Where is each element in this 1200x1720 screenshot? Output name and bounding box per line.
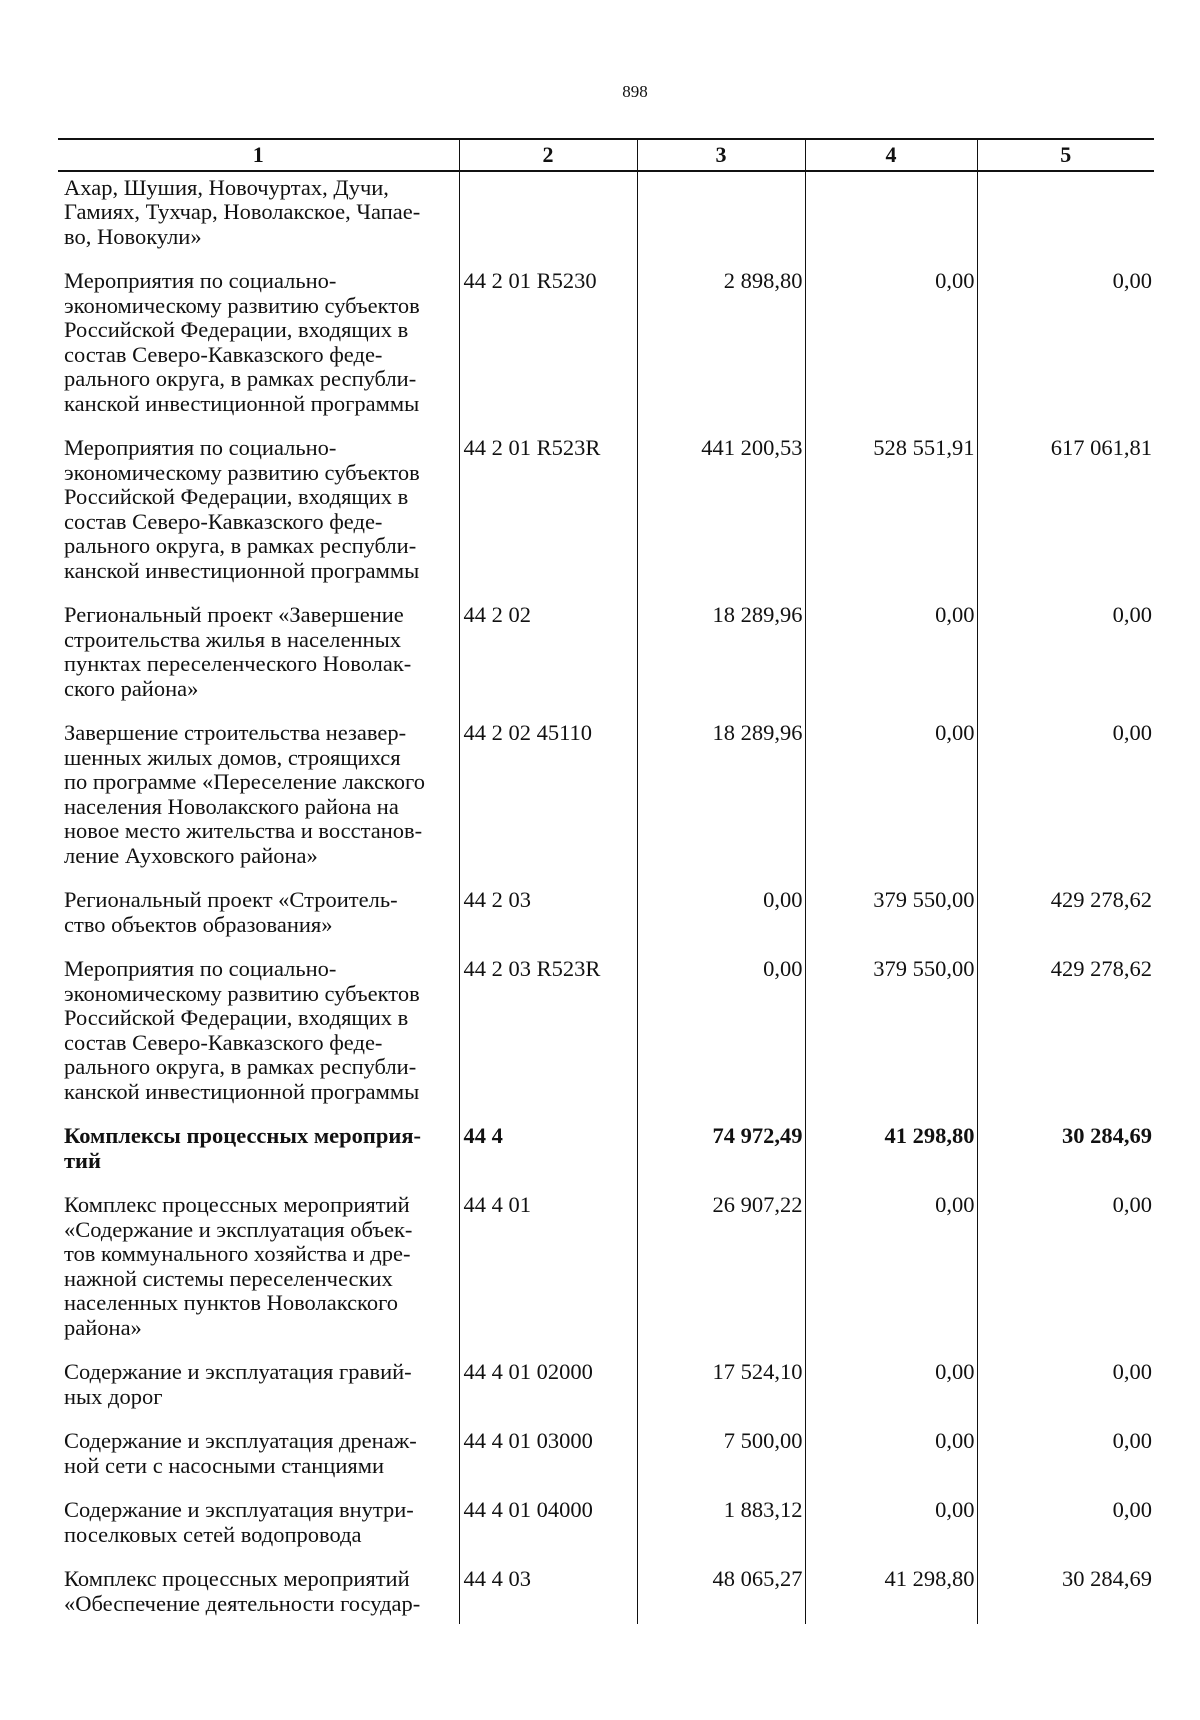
row-value-col3: 17 524,10 <box>637 1360 805 1429</box>
row-code: 44 4 01 04000 <box>459 1498 637 1567</box>
row-name: Региональный проект «Завершение строительства жилья в населенных пунктах переселенческого Новолак- ского района» <box>64 602 412 701</box>
row-code: 44 4 <box>459 1124 637 1193</box>
table-row <box>58 171 1154 270</box>
row-value-col3: 18 289,96 <box>637 603 805 721</box>
row-value-col4: 0,00 <box>805 1498 977 1567</box>
row-value-col5: 0,00 <box>977 269 1154 436</box>
row-code: 44 2 03 R523R <box>459 957 637 1124</box>
row-value-col4: 41 298,80 <box>805 1124 977 1193</box>
row-value-col4: 0,00 <box>805 1360 977 1429</box>
row-name: Региональный проект «Строитель- ство объектов образования» <box>64 887 398 937</box>
row-value-col5 <box>977 171 1154 270</box>
row-name: Мероприятия по социально- экономическому развитию субъектов Российской Федерации, входящих в состав Северо-Кавказского феде- рального округа, в рамках республи- канской инвестиционной программы <box>64 956 420 1104</box>
row-value-col5: 0,00 <box>977 1193 1154 1360</box>
header-col-4: 4 <box>805 139 977 171</box>
row-value-col3: 0,00 <box>637 888 805 957</box>
row-value-col3: 18 289,96 <box>637 721 805 888</box>
row-value-col5: 0,00 <box>977 1498 1154 1567</box>
row-value-col3: 7 500,00 <box>637 1429 805 1498</box>
row-value-col5: 429 278,62 <box>977 888 1154 957</box>
row-value-col5: 0,00 <box>977 1429 1154 1498</box>
row-value-col3: 2 898,80 <box>637 269 805 436</box>
row-value-col4: 0,00 <box>805 603 977 721</box>
row-code: 44 4 01 <box>459 1193 637 1360</box>
header-row <box>58 139 1154 171</box>
row-value-col4: 379 550,00 <box>805 888 977 957</box>
row-value-col5: 0,00 <box>977 721 1154 888</box>
header-col-3: 3 <box>637 139 805 171</box>
row-value-col3: 48 065,27 <box>637 1567 805 1624</box>
row-name: Содержание и эксплуатация гравий- ных дорог <box>64 1359 412 1409</box>
budget-table-container <box>58 138 1154 1624</box>
row-code: 44 2 02 45110 <box>459 721 637 888</box>
row-value-col4: 0,00 <box>805 721 977 888</box>
header-col-2: 2 <box>459 139 637 171</box>
row-value-col5: 617 061,81 <box>977 436 1154 603</box>
row-value-col5: 429 278,62 <box>977 957 1154 1124</box>
row-value-col5: 30 284,69 <box>977 1567 1154 1624</box>
row-value-col5: 0,00 <box>977 603 1154 721</box>
table-body <box>58 171 1154 1625</box>
table-row <box>58 269 1154 436</box>
table-row <box>58 721 1154 888</box>
row-value-col4: 0,00 <box>805 269 977 436</box>
row-value-col3: 0,00 <box>637 957 805 1124</box>
row-value-col3: 441 200,53 <box>637 436 805 603</box>
row-name: Содержание и эксплуатация дренаж- ной сети с насосными станциями <box>64 1428 417 1478</box>
row-code: 44 4 01 03000 <box>459 1429 637 1498</box>
table-row <box>58 1124 1154 1193</box>
row-code: 44 4 03 <box>459 1567 637 1624</box>
row-value-col4 <box>805 171 977 270</box>
row-value-col3: 1 883,12 <box>637 1498 805 1567</box>
table-row <box>58 1360 1154 1429</box>
row-code: 44 2 02 <box>459 603 637 721</box>
row-name: Мероприятия по социально- экономическому развитию субъектов Российской Федерации, входящих в состав Северо-Кавказского феде- рального округа, в рамках республи- канской инвестиционной программы <box>64 268 420 416</box>
table-row <box>58 436 1154 603</box>
row-value-col4: 41 298,80 <box>805 1567 977 1624</box>
page-number: 898 <box>622 82 648 101</box>
table-row <box>58 603 1154 721</box>
row-value-col4: 528 551,91 <box>805 436 977 603</box>
row-code <box>459 171 637 270</box>
row-name: Комплекс процессных мероприятий «Содержание и эксплуатация объек- тов коммунального хозяйства и дре- нажной системы переселенческих населенных пунктов Новолакского района» <box>64 1192 413 1340</box>
row-value-col5: 0,00 <box>977 1360 1154 1429</box>
row-code: 44 2 01 R523R <box>459 436 637 603</box>
table-row <box>58 957 1154 1124</box>
table-row <box>58 1567 1154 1624</box>
row-value-col5: 30 284,69 <box>977 1124 1154 1193</box>
row-value-col4: 0,00 <box>805 1429 977 1498</box>
row-name: Комплекс процессных мероприятий «Обеспечение деятельности государ- <box>64 1566 421 1616</box>
row-value-col4: 379 550,00 <box>805 957 977 1124</box>
row-name: Завершение строительства незавер- шенных жилых домов, строящихся по программе «Переселение лакского населения Новолакского района на новое место жительства и восстанов- ление Ауховского района» <box>64 720 425 868</box>
row-code: 44 2 03 <box>459 888 637 957</box>
budget-table <box>58 138 1154 1624</box>
header-col-5: 5 <box>977 139 1154 171</box>
row-name: Содержание и эксплуатация внутри- поселковых сетей водопровода <box>64 1497 414 1547</box>
row-name: Ахар, Шушия, Новочуртах, Дучи, Гамиях, Тухчар, Новолакское, Чапае- во, Новокули» <box>64 174 421 249</box>
table-row <box>58 1193 1154 1360</box>
row-name: Мероприятия по социально- экономическому развитию субъектов Российской Федерации, входящих в состав Северо-Кавказского феде- рального округа, в рамках республи- канской инвестиционной программы <box>64 435 420 583</box>
table-row <box>58 888 1154 957</box>
row-code: 44 2 01 R5230 <box>459 269 637 436</box>
row-value-col3 <box>637 171 805 270</box>
row-value-col3: 26 907,22 <box>637 1193 805 1360</box>
row-value-col3: 74 972,49 <box>637 1124 805 1193</box>
row-code: 44 4 01 02000 <box>459 1360 637 1429</box>
header-col-1: 1 <box>58 139 459 171</box>
row-value-col4: 0,00 <box>805 1193 977 1360</box>
table-row <box>58 1429 1154 1498</box>
table-row <box>58 1498 1154 1567</box>
row-name: Комплексы процессных мероприя- тий <box>64 1123 422 1173</box>
